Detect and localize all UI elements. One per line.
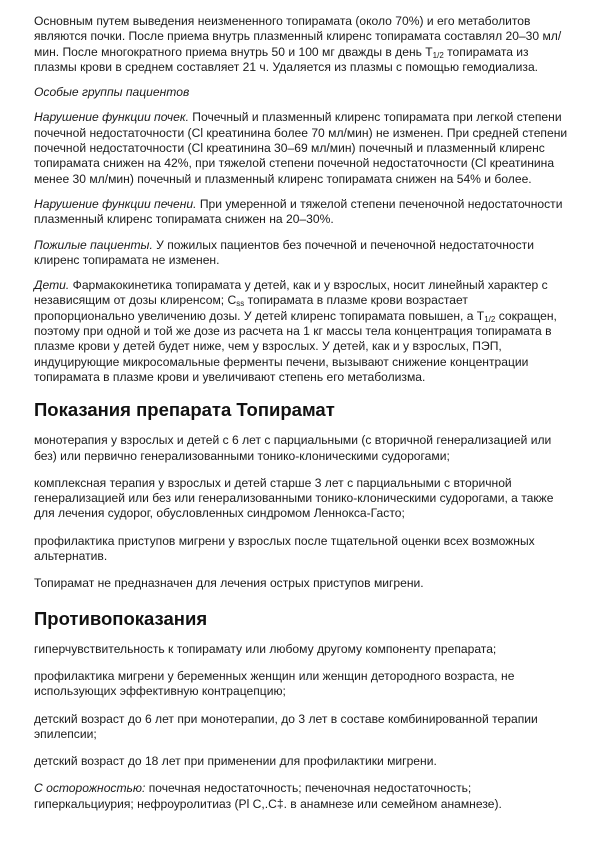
- contraindication-item: детский возраст до 18 лет при применении для профилактики мигрени.: [34, 754, 437, 769]
- indication-item: комплексная терапия у взрослых и детей старше 3 лет с парциальными с вторичной генерализацией или без или генерализованными тонико-клоническими судорогами, а также для лечения судорог, обусловленных синдромом Леннокса-Гасто;: [34, 475, 554, 521]
- caution-paragraph: С осторожностью: почечная недостаточность; печеночная недостаточность; гиперкальциурия; нефроуролитиаз (Pl С,.С‡. в анамнезе или семейном анамнезе).: [34, 781, 502, 811]
- elimination-paragraph: Основным путем выведения неизмененного топирамата (около 70%) и его метаболитов являются почки. После приема внутрь плазменный клиренс топирамата составлял 20–30 мл/мин. После многократного приема внутрь 50 и 100 мг дважды в день $Т_{1/2}$ топирамата из плазмы крови в среднем составляет 21 ч. Удаляется из плазмы с помощью гемодиализа.: [34, 14, 562, 74]
- contraindication-item: профилактика мигрени у беременных женщин или женщин детородного возраста, не использующих эффективную контрацепцию;: [34, 668, 515, 699]
- contraindications-list: [34, 642, 568, 812]
- indication-item: профилактика приступов мигрени у взрослых после тщательной оценки всех возможных альтернатив.: [34, 533, 535, 564]
- elderly-paragraph: Пожилые пациенты. У пожилых пациентов без почечной и печеночной недостаточности клиренс топирамата не изменен.: [34, 237, 534, 267]
- contraindication-item: гиперчувствительность к топирамату или любому другому компоненту препарата;: [34, 641, 497, 656]
- hepatic-impairment-paragraph: Нарушение функции печени. При умеренной и тяжелой степени печеночной недостаточности плазменный клиренс топирамата снижен на 20–30%.: [34, 196, 563, 227]
- indications-heading: Показания препарата Топирамат: [34, 399, 335, 421]
- contraindications-heading: Противопоказания: [34, 607, 208, 629]
- indications-list: [34, 433, 568, 591]
- special-groups-title: Особые группы пациентов: [34, 85, 190, 100]
- document-page: [34, 14, 568, 812]
- indication-note: Топирамат не предназначен для лечения острых приступов мигрени.: [34, 576, 424, 591]
- renal-impairment-paragraph: Нарушение функции почек. Почечный и плазменный клиренс топирамата при легкой степени почечной недостаточности (Cl креатинина более 70 мл/мин) не изменен. При средней степени почечной недостаточности (Cl креатинина 30–69 мл/мин) почечный и плазменный клиренс топирамата снижен на 42%, при тяжелой степени почечной недостаточности (Cl креатинина менее 30 мл/мин) почечный и плазменный клиренс топирамата снижен на 54% и более.: [34, 110, 568, 186]
- children-paragraph: Дети. Фармакокинетика топирамата у детей, как и у взрослых, носит линейный характер с независящим от дозы клиренсом; $C_{ss}$ топирамата в плазме крови возрастает пропорционально увеличению дозы. У детей клиренс топирамата повышен, а $Т_{1/2}$ сокращен, поэтому при одной и той же дозе из расчета на 1 кг массы тела концентрация топирамата в плазме крови у детей будет ниже, чем у взрослых. У детей, как и у взрослых, ПЭП, индуцирующие микросомальные ферменты печени, вызывают снижение концентрации топирамата в плазме крови и увеличивают степень его метаболизма.: [34, 278, 557, 384]
- indication-item: монотерапия у взрослых и детей с 6 лет с парциальными (с вторичной генерализацией или без) или первично генерализованными тонико-клоническими судорогами;: [34, 433, 552, 463]
- contraindication-item: детский возраст до 6 лет при монотерапии, до 3 лет в составе комбинированной терапии эпилепсии;: [34, 711, 538, 741]
